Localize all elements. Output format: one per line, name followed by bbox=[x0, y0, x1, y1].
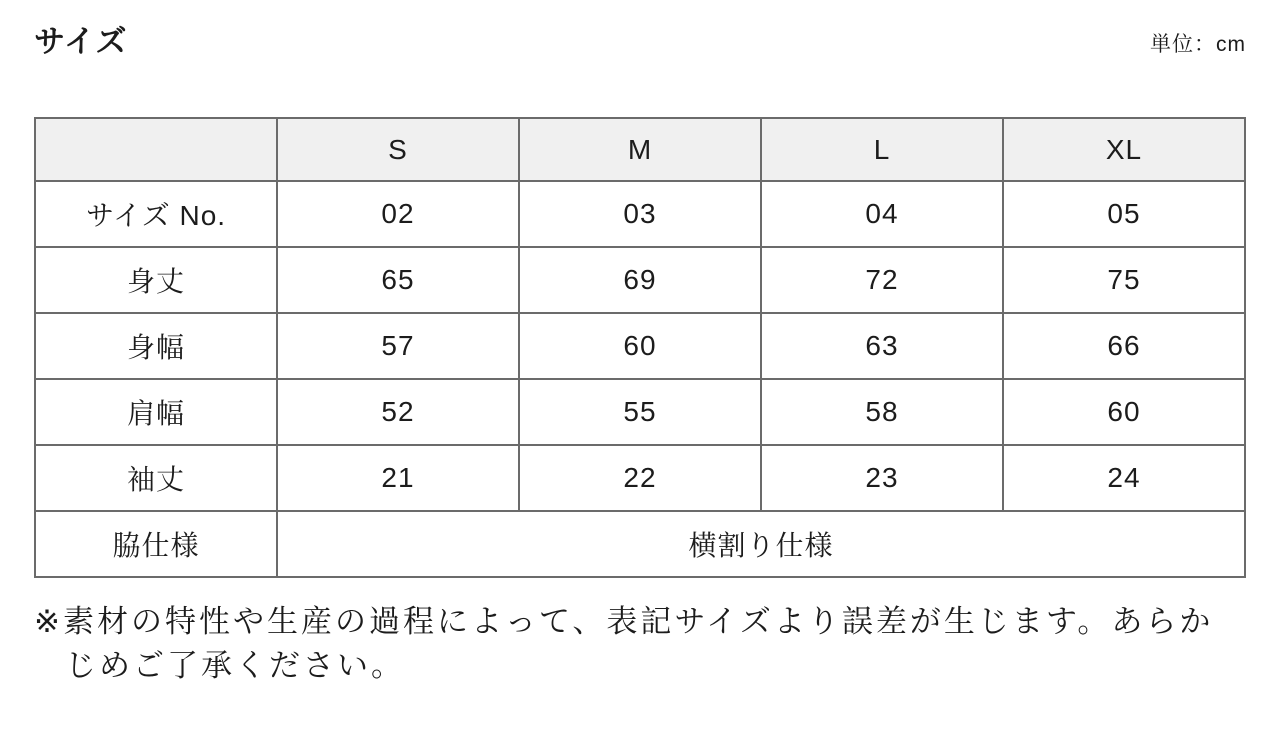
table-row bbox=[35, 247, 1245, 313]
unit-label: 単位：cm bbox=[1150, 32, 1246, 56]
row-label-cell: 肩幅 bbox=[35, 379, 277, 445]
value-cell: 75 bbox=[1003, 247, 1245, 313]
size-column-header-s: S bbox=[277, 118, 519, 181]
value-cell: 65 bbox=[277, 247, 519, 313]
size-column-header-l: L bbox=[761, 118, 1003, 181]
value-cell: 63 bbox=[761, 313, 1003, 379]
value-cell: 23 bbox=[761, 445, 1003, 511]
table-row bbox=[35, 313, 1245, 379]
value-cell: 03 bbox=[519, 181, 761, 247]
value-cell: 04 bbox=[761, 181, 1003, 247]
size-table-body bbox=[35, 181, 1245, 577]
value-cell: 52 bbox=[277, 379, 519, 445]
table-row bbox=[35, 445, 1245, 511]
size-table-head bbox=[35, 118, 1245, 181]
value-cell: 05 bbox=[1003, 181, 1245, 247]
size-column-header-xl: XL bbox=[1003, 118, 1245, 181]
table-row bbox=[35, 511, 1245, 577]
size-table bbox=[34, 117, 1246, 578]
row-label-cell: 身丈 bbox=[35, 247, 277, 313]
value-cell: 24 bbox=[1003, 445, 1245, 511]
chart-header bbox=[34, 16, 1246, 60]
header-row bbox=[35, 118, 1245, 181]
value-cell: 58 bbox=[761, 379, 1003, 445]
table-row bbox=[35, 181, 1245, 247]
value-cell: 55 bbox=[519, 379, 761, 445]
value-cell: 60 bbox=[1003, 379, 1245, 445]
value-cell: 57 bbox=[277, 313, 519, 379]
row-label-cell: 袖丈 bbox=[35, 445, 277, 511]
spanned-value-cell: 横割り仕様 bbox=[277, 511, 1245, 577]
table-row bbox=[35, 379, 1245, 445]
row-label-cell: 身幅 bbox=[35, 313, 277, 379]
value-cell: 21 bbox=[277, 445, 519, 511]
row-label-cell: サイズ No. bbox=[35, 181, 277, 247]
value-cell: 72 bbox=[761, 247, 1003, 313]
corner-header-cell bbox=[35, 118, 277, 181]
value-cell: 66 bbox=[1003, 313, 1245, 379]
value-cell: 60 bbox=[519, 313, 761, 379]
size-note: ※素材の特性や生産の過程によって、表記サイズより誤差が生じます。あらかじめご了承ください。 bbox=[34, 604, 1214, 684]
size-column-header-m: M bbox=[519, 118, 761, 181]
page-title: サイズ bbox=[34, 23, 128, 59]
value-cell: 69 bbox=[519, 247, 761, 313]
value-cell: 22 bbox=[519, 445, 761, 511]
row-label-cell: 脇仕様 bbox=[35, 511, 277, 577]
value-cell: 02 bbox=[277, 181, 519, 247]
